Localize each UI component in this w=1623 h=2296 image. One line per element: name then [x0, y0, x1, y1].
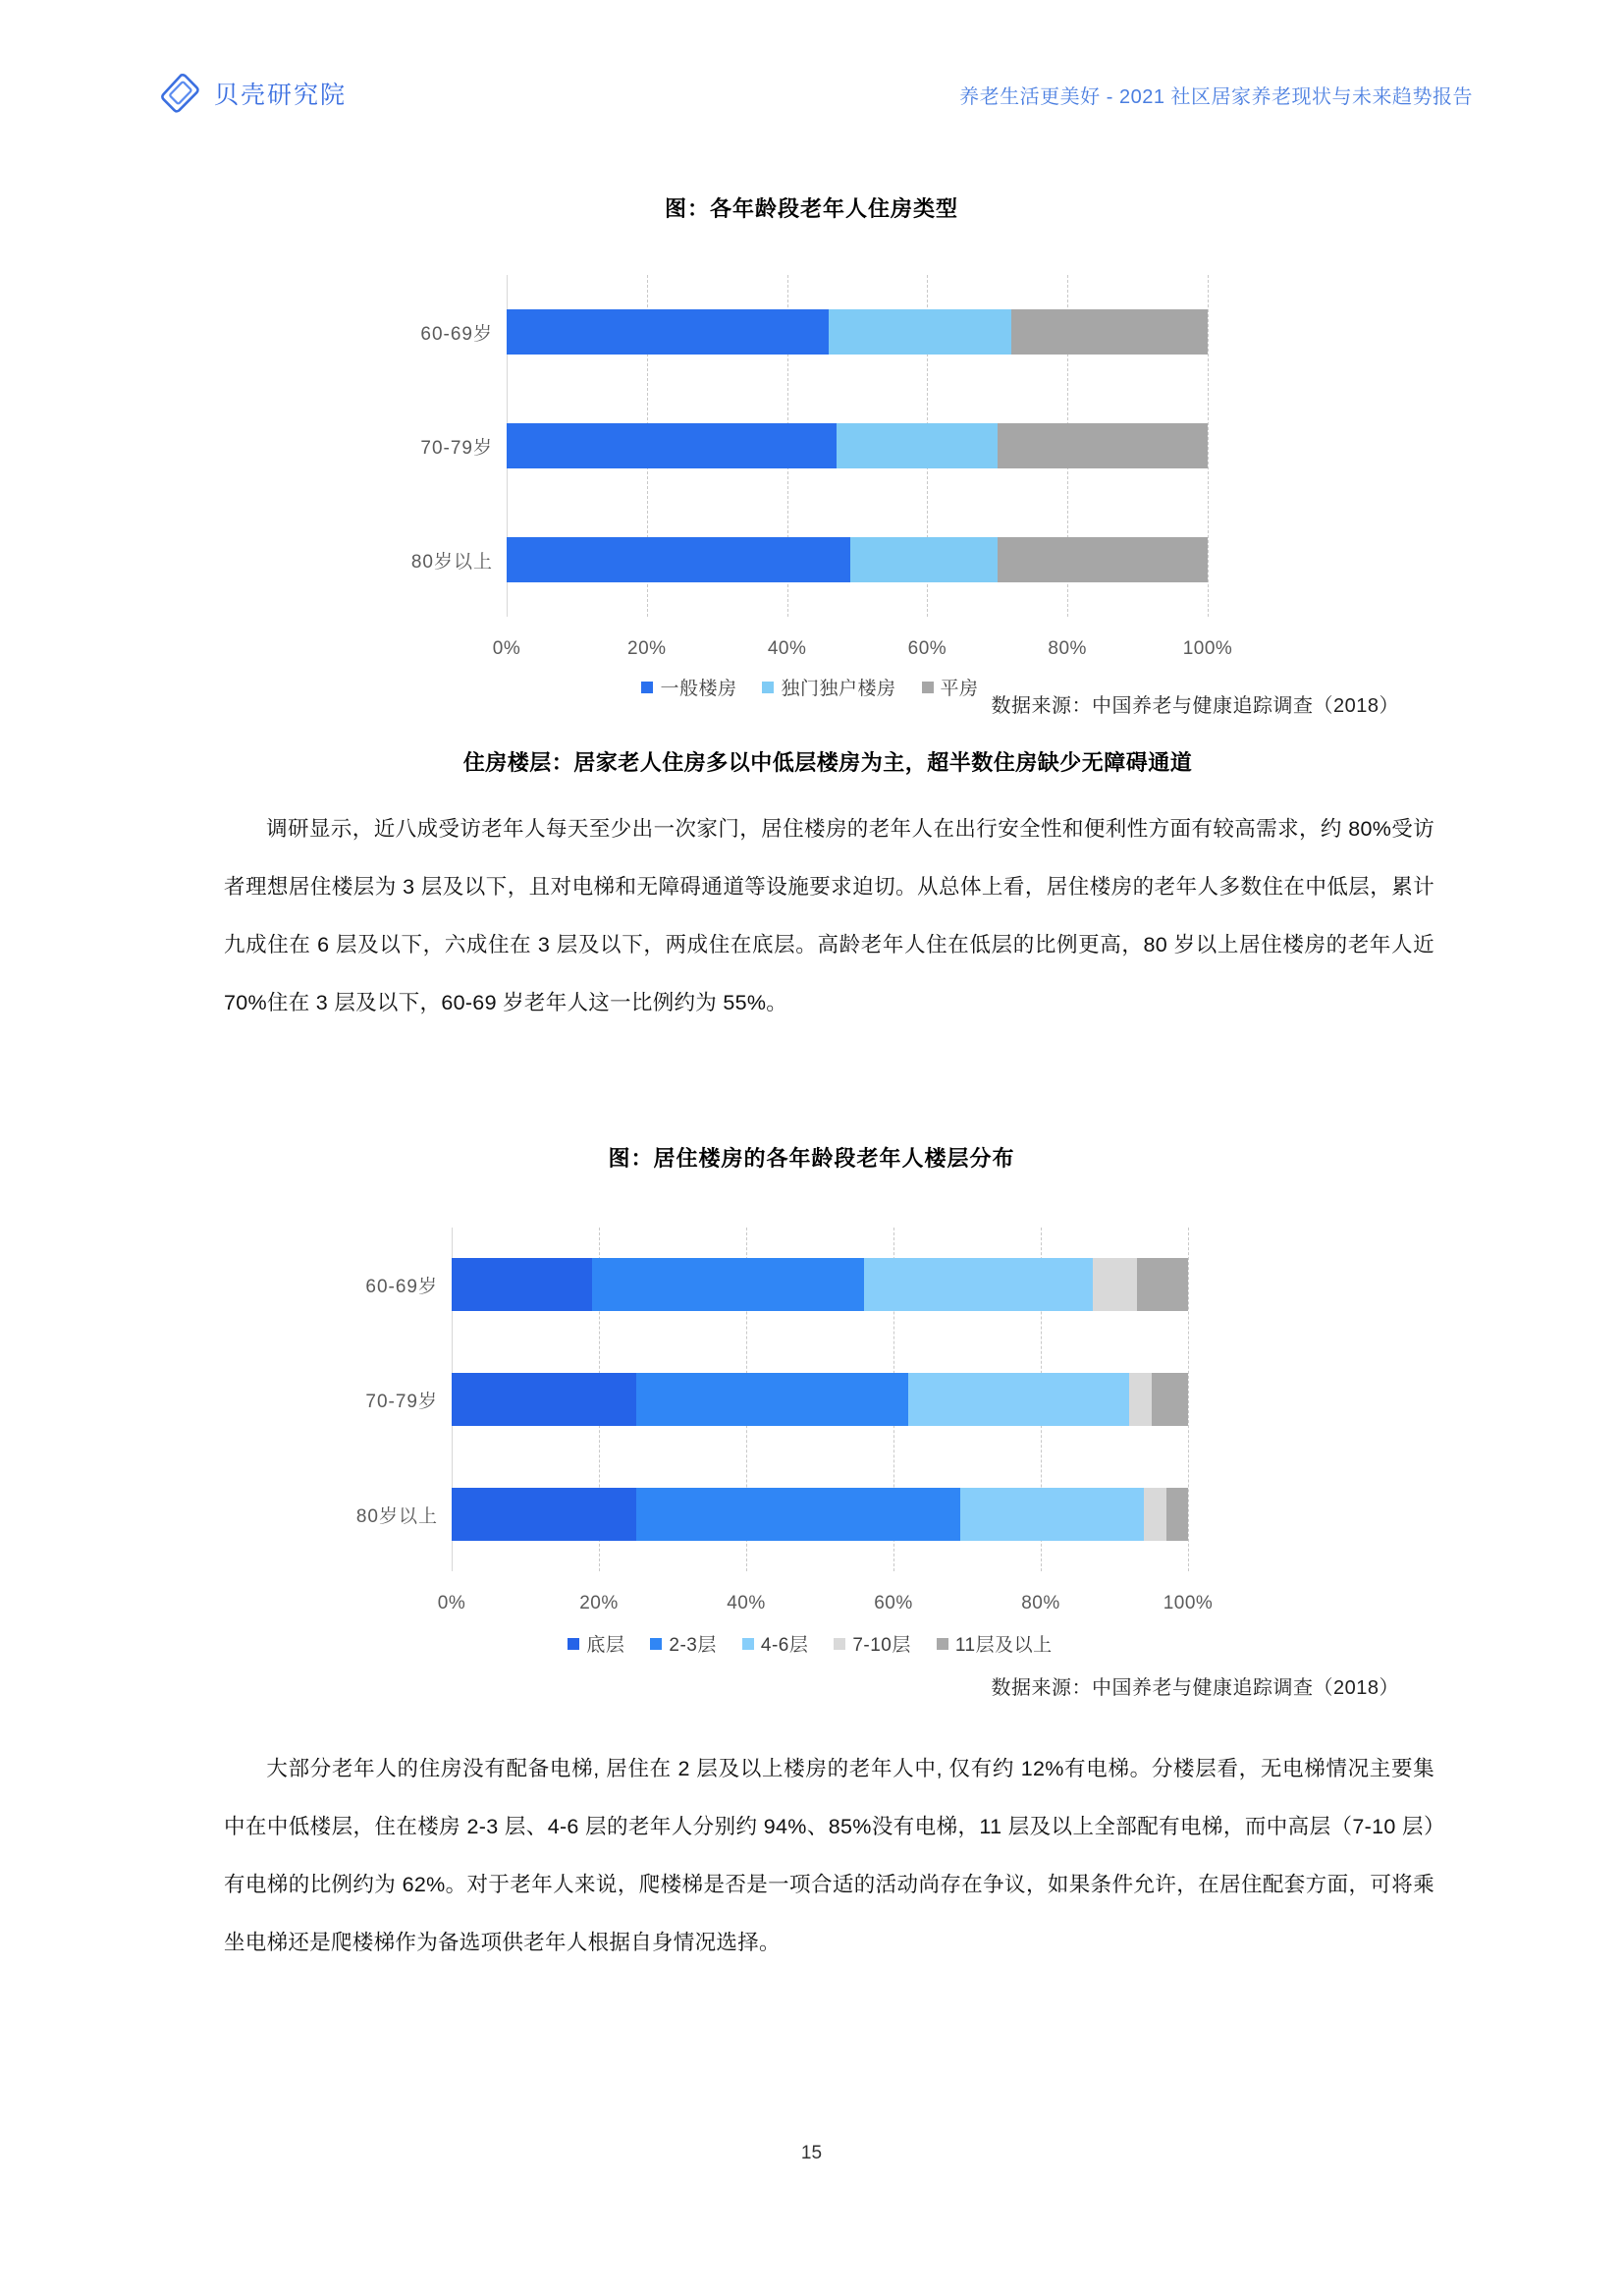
bar-row — [420, 309, 1208, 355]
bar-segment — [1137, 1258, 1189, 1311]
legend-label: 平房 — [940, 679, 979, 699]
category-label: 70-79岁 — [365, 1392, 438, 1412]
legend-item — [922, 674, 979, 700]
legend-swatch — [937, 1638, 948, 1650]
bar-segment — [1144, 1488, 1166, 1541]
bar-segment — [850, 537, 998, 582]
legend-item — [650, 1630, 716, 1657]
bar-segment — [1093, 1258, 1137, 1311]
x-axis-tick-label: 100% — [1182, 638, 1233, 659]
figure1-plot-area — [410, 275, 1208, 617]
legend-label: 11层及以上 — [954, 1635, 1053, 1656]
figure1-title: 图：各年龄段老年人住房类型 — [664, 196, 958, 221]
legend-swatch — [641, 682, 653, 693]
bar-segment — [998, 537, 1208, 582]
bar-row — [355, 1488, 1188, 1541]
bar-segment — [1129, 1373, 1152, 1426]
category-label: 80岁以上 — [355, 1505, 438, 1527]
legend-swatch — [568, 1638, 579, 1650]
category-label: 60-69岁 — [365, 1277, 438, 1298]
bar-segment — [908, 1373, 1129, 1426]
category-label: 80岁以上 — [410, 552, 493, 573]
legend-item — [641, 674, 736, 700]
bar-segment — [829, 309, 1011, 355]
report-title: 养老生活更美好 - 2021 社区居家养老现状与未来趋势报告 — [959, 86, 1473, 108]
x-axis-tick-label: 20% — [579, 1593, 619, 1613]
legend-item — [568, 1630, 624, 1657]
bar-segment — [960, 1488, 1145, 1541]
figure2-chart — [324, 1206, 1296, 1656]
bar-segment — [636, 1488, 960, 1541]
bar-segment — [1166, 1488, 1189, 1541]
legend-item — [762, 674, 895, 700]
bar-segment — [837, 423, 998, 468]
bar-segment — [452, 1488, 636, 1541]
legend-item — [742, 1630, 808, 1657]
category-label: 70-79岁 — [420, 438, 493, 459]
x-axis-tick-label: 80% — [1021, 1593, 1060, 1613]
figure2-legend — [324, 1630, 1296, 1657]
legend-item — [834, 1630, 911, 1657]
bar-segment — [507, 309, 829, 355]
paragraph-2-text: 大部分老年人的住房没有配备电梯, 居住在 2 层及以上楼房的老年人中, 仅有约 12%有电梯。分楼层看，无电梯情况主要集中在中低楼层，住在楼房 2-3 层、4-6 层的老年人分别约 94%、85%没有电梯，11 层及以上全部配有电梯，而中高层（7-10 层）有电梯的比例约为 62%。对于老年人来说，爬楼梯是否是一项合适的活动尚存在争议，如果条件允许，在居住配套方面，可将乘坐电梯还是爬楼梯作为备选项供老年人根据自身情况选择。 — [224, 1757, 1434, 1954]
bar-segment — [452, 1258, 592, 1311]
bar-segment — [507, 537, 850, 582]
x-axis-tick-label: 60% — [874, 1593, 913, 1613]
category-label: 60-69岁 — [420, 324, 493, 345]
gridline — [1188, 1228, 1189, 1571]
figure1-chart — [324, 253, 1296, 699]
body-paragraph-1 — [224, 800, 1434, 1032]
figure2-plot-area — [355, 1228, 1188, 1571]
body-paragraph-2 — [224, 1740, 1434, 1972]
brand-logo — [157, 71, 347, 116]
legend-label: 4-6层 — [760, 1635, 809, 1656]
bar-segment — [507, 423, 837, 468]
x-axis-tick-label: 40% — [767, 638, 807, 659]
x-axis-tick-label: 20% — [627, 638, 667, 659]
legend-label: 7-10层 — [852, 1635, 911, 1656]
bar-segment — [636, 1373, 909, 1426]
legend-item — [937, 1630, 1053, 1657]
page-number: 15 — [800, 2143, 823, 2163]
x-axis-tick-label: 0% — [437, 1593, 466, 1613]
bar-segment — [1011, 309, 1208, 355]
x-axis-tick-label: 60% — [907, 638, 947, 659]
bar-segment — [1152, 1373, 1189, 1426]
legend-label: 底层 — [586, 1635, 625, 1656]
legend-swatch — [742, 1638, 754, 1650]
page-header — [157, 71, 1473, 126]
x-axis-tick-label: 80% — [1048, 638, 1087, 659]
beike-house-logo-icon — [157, 71, 202, 116]
legend-swatch — [762, 682, 774, 693]
legend-label: 独门独户楼房 — [781, 679, 896, 699]
x-axis-tick-label: 40% — [727, 1593, 766, 1613]
bar-row — [420, 423, 1208, 468]
legend-swatch — [922, 682, 934, 693]
paragraph-1-text: 调研显示，近八成受访老年人每天至少出一次家门，居住楼房的老年人在出行安全性和便利性方面有较高需求，约 80%受访者理想居住楼层为 3 层及以下，且对电梯和无障碍通道等设施要求迫切。从总体上看，居住楼房的老年人多数住在中低层，累计九成住在 6 层及以下，六成住在 3 层及以下，两成住在底层。高龄老年人住在低层的比例更高，80 岁以上居住楼房的老年人近 70%住在 3 层及以下，60-69 岁老年人这一比例约为 55%。 — [224, 817, 1434, 1014]
legend-label: 一般楼房 — [660, 679, 737, 699]
legend-swatch — [834, 1638, 845, 1650]
bar-segment — [452, 1373, 636, 1426]
x-axis-tick-label: 0% — [492, 638, 521, 659]
brand-name: 贝壳研究院 — [214, 82, 348, 109]
gridline — [1208, 275, 1209, 617]
legend-swatch — [650, 1638, 662, 1650]
bar-segment — [864, 1258, 1093, 1311]
section-lead-heading: 住房楼层：居家老人住房多以中低层楼房为主，超半数住房缺少无障碍通道 — [462, 750, 1193, 775]
bar-segment — [998, 423, 1208, 468]
bar-row — [410, 537, 1208, 582]
x-axis-tick-label: 100% — [1163, 1593, 1214, 1613]
legend-label: 2-3层 — [669, 1635, 717, 1656]
figure2-title: 图：居住楼房的各年龄段老年人楼层分布 — [608, 1146, 1015, 1171]
figure1-source: 数据来源：中国养老与健康追踪调查（2018） — [991, 695, 1399, 717]
figure2-source: 数据来源：中国养老与健康追踪调查（2018） — [991, 1677, 1399, 1699]
bar-segment — [592, 1258, 865, 1311]
bar-row — [365, 1373, 1188, 1426]
bar-row — [365, 1258, 1188, 1311]
